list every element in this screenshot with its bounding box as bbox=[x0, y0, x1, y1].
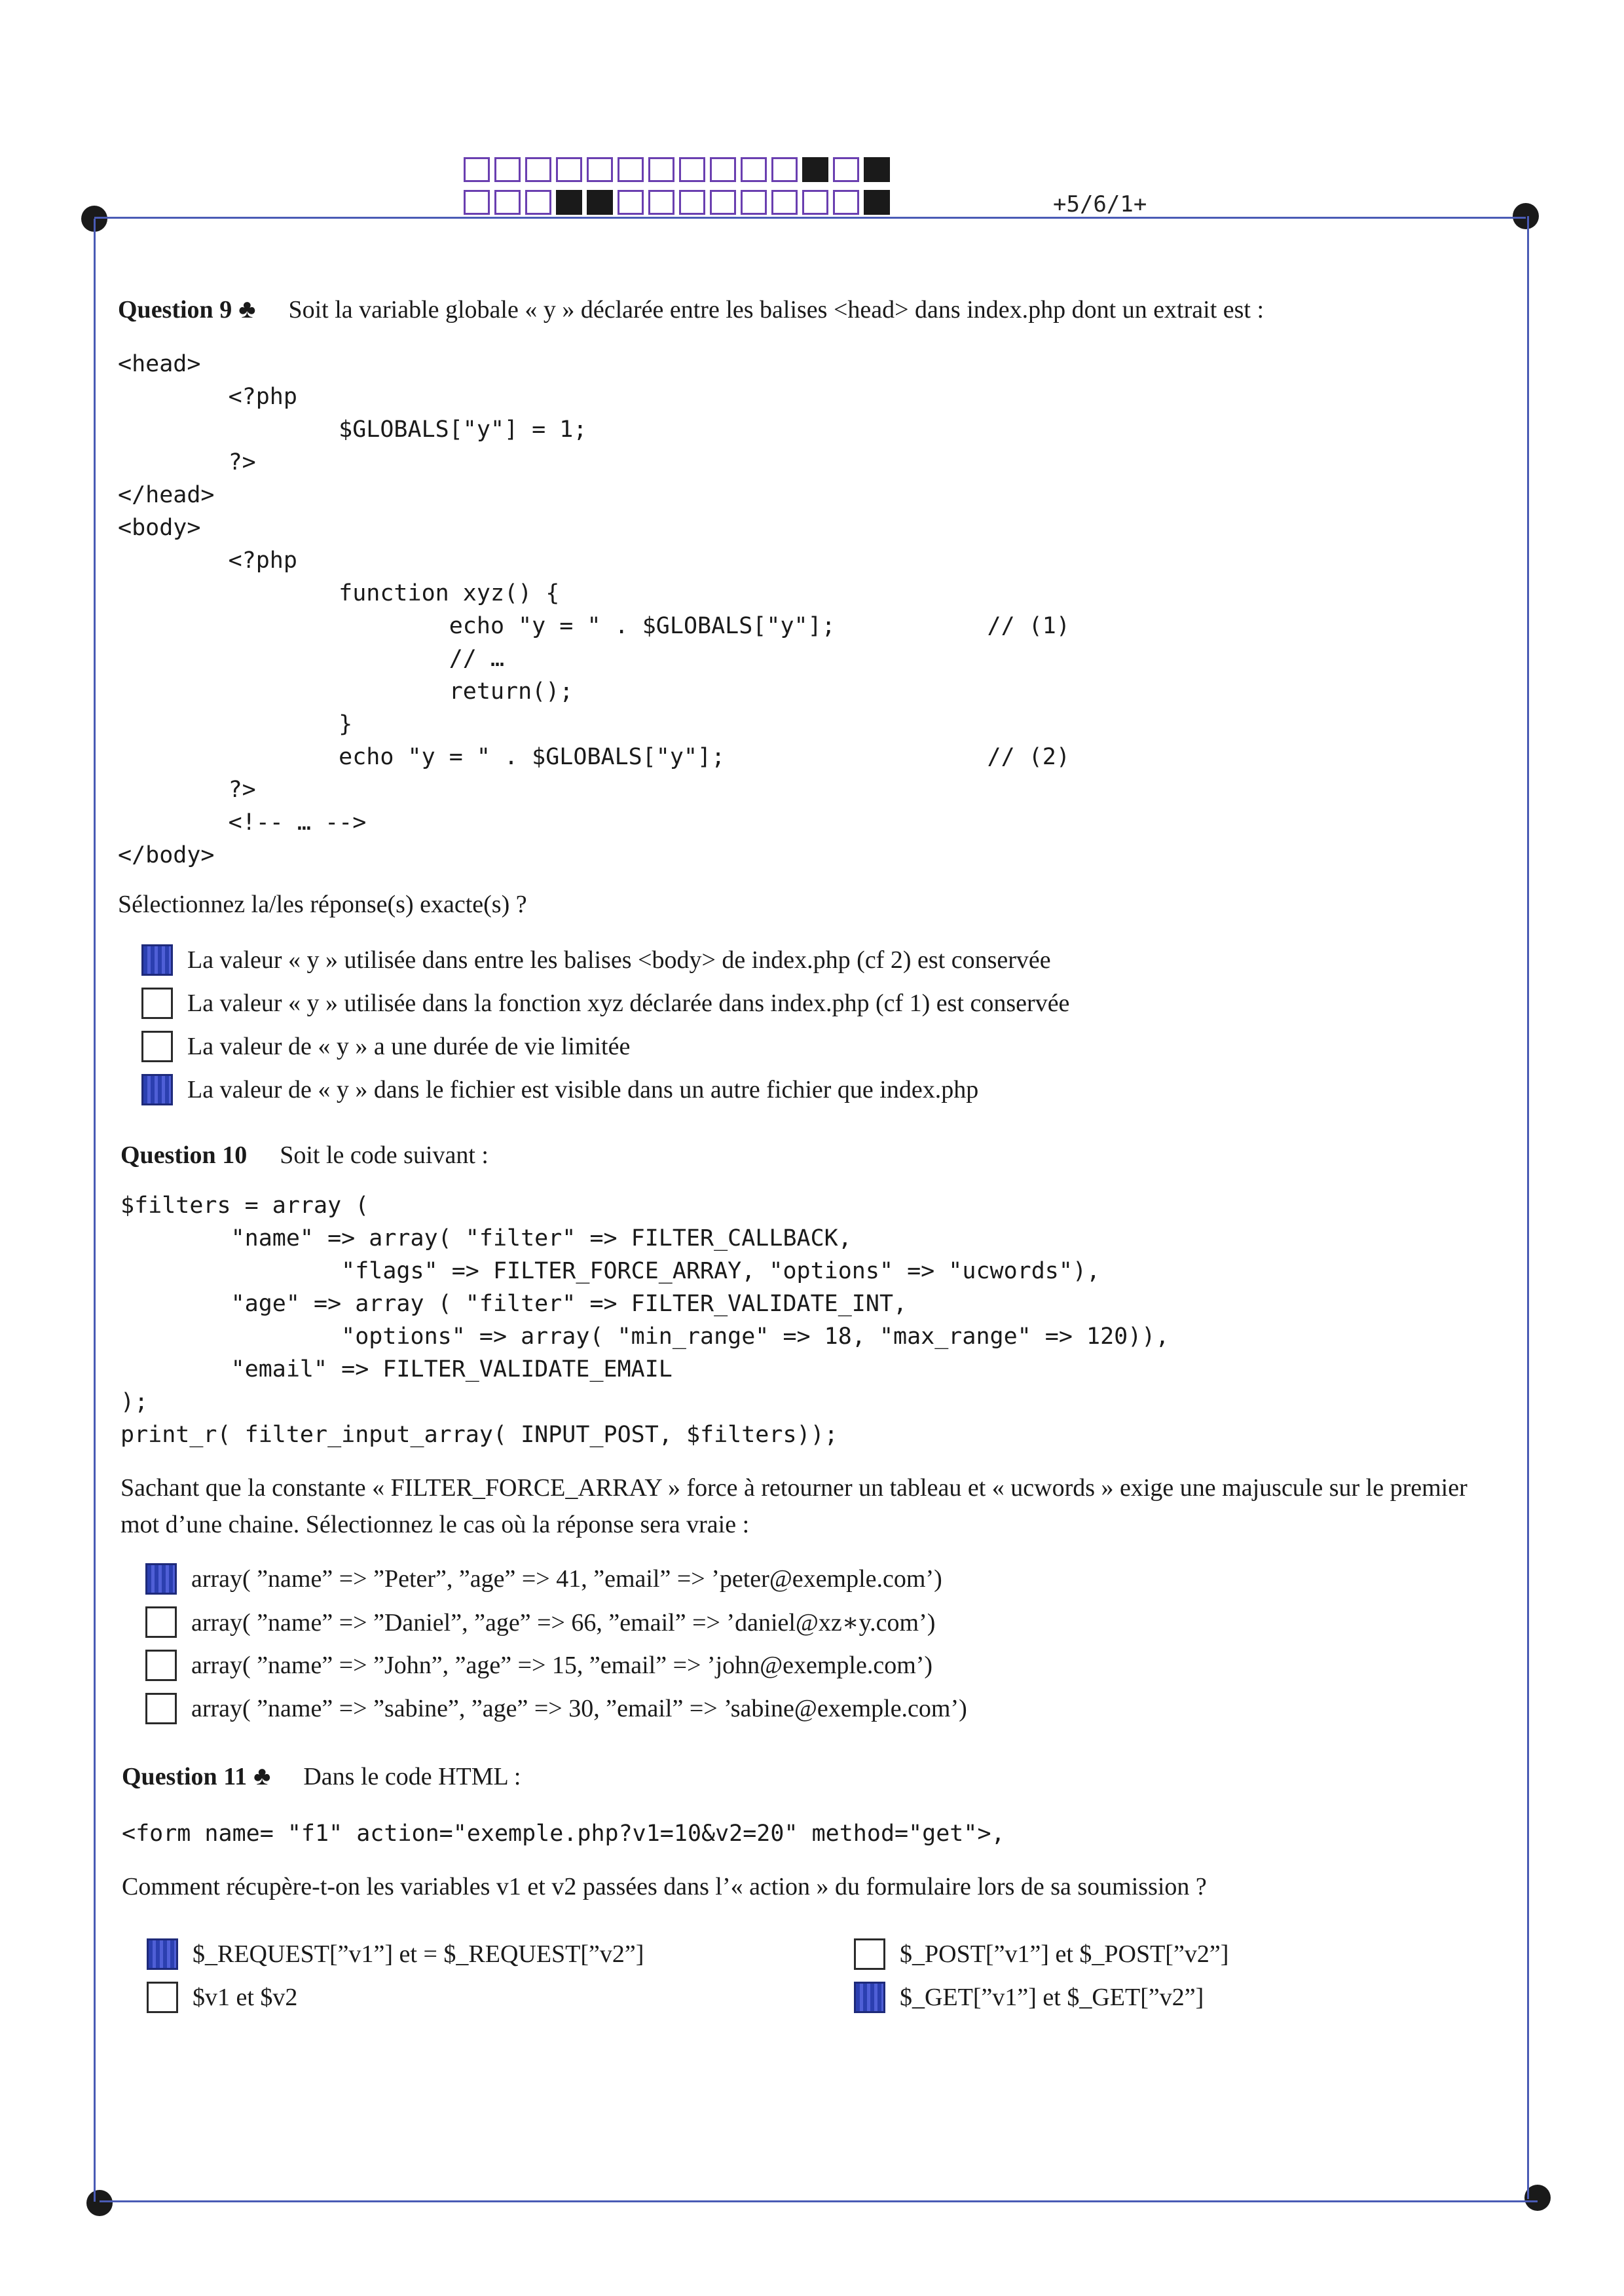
answer-option bbox=[854, 1933, 1312, 1976]
club-icon: ♣ bbox=[238, 294, 256, 324]
barcode-cell bbox=[556, 190, 582, 215]
barcode-row-bottom bbox=[464, 190, 895, 215]
question-9-code: <head> <?php $GLOBALS["y"] = 1; ?> </head> <body> <?php function xyz() { echo "y = " . $GLOBALS["y"]; // (1) // … return(); } echo "y = " . $GLOBALS["y"]; // (2) ?> <!-- … --> </body> bbox=[118, 351, 1070, 868]
barcode-cell bbox=[618, 190, 644, 215]
barcode-cell bbox=[864, 157, 890, 182]
answer-option bbox=[145, 1601, 1509, 1644]
barcode-cell bbox=[494, 157, 521, 182]
checked-checkbox[interactable] bbox=[147, 1938, 178, 1970]
question-9-header bbox=[118, 293, 1493, 324]
question-11 bbox=[122, 1760, 1497, 2019]
frame-left bbox=[94, 219, 96, 2202]
barcode-cell bbox=[771, 190, 798, 215]
question-11-code: <form name= "f1" action="exemple.php?v1=10&v2=20" method="get">, bbox=[122, 1821, 1005, 1847]
corner-mark-top-right bbox=[1513, 203, 1539, 229]
barcode-cell bbox=[464, 157, 490, 182]
checkbox[interactable] bbox=[141, 988, 173, 1019]
question-10-prompt: Sachant que la constante « FILTER_FORCE_ARRAY » force à retourner un tableau et « ucwords » exige une majuscule sur le premier mot d’une chaine. Sélectionnez le cas où la réponse sera vraie : bbox=[120, 1474, 1467, 1538]
frame-top bbox=[94, 217, 1526, 219]
checkbox[interactable] bbox=[145, 1650, 177, 1681]
answer-text: array( ”name” => ”Peter”, ”age” => 41, ”email” => ’peter@exemple.com’) bbox=[191, 1565, 942, 1593]
barcode-cell bbox=[525, 190, 551, 215]
barcode-cell bbox=[833, 190, 859, 215]
barcode-cell bbox=[525, 157, 551, 182]
answer-text: La valeur de « y » a une durée de vie limitée bbox=[187, 1033, 631, 1060]
answer-option bbox=[141, 1068, 1493, 1111]
question-11-label: Question 11 bbox=[122, 1763, 248, 1790]
barcode-cell bbox=[648, 190, 674, 215]
barcode-cell bbox=[556, 157, 582, 182]
barcode-cell bbox=[710, 190, 736, 215]
question-10-header bbox=[120, 1141, 1509, 1170]
question-11-prompt: Comment récupère-t-on les variables v1 et v2 passées dans l’« action » du formulaire lors de sa soumission ? bbox=[122, 1873, 1207, 1900]
barcode-cell bbox=[648, 157, 674, 182]
barcode-cell bbox=[802, 190, 828, 215]
barcode-cell bbox=[679, 157, 705, 182]
checkbox[interactable] bbox=[854, 1938, 885, 1970]
question-9-prompt: Sélectionnez la/les réponse(s) exacte(s) ? bbox=[118, 891, 527, 918]
checked-checkbox[interactable] bbox=[854, 1982, 885, 2013]
barcode-row-top bbox=[464, 157, 895, 182]
corner-mark-bottom-left bbox=[86, 2190, 113, 2216]
question-9-answers bbox=[141, 938, 1493, 1111]
checked-checkbox[interactable] bbox=[145, 1563, 177, 1595]
answer-text: array( ”name” => ”Daniel”, ”age” => 66, ”email” => ’daniel@xz∗y.com’) bbox=[191, 1608, 936, 1637]
club-icon: ♣ bbox=[253, 1761, 271, 1790]
answer-text: array( ”name” => ”John”, ”age” => 15, ”email” => ’john@exemple.com’) bbox=[191, 1652, 933, 1679]
question-11-answers bbox=[147, 1933, 1497, 2019]
answer-option bbox=[141, 982, 1493, 1025]
answer-option bbox=[145, 1557, 1509, 1601]
answer-text: $v1 et $v2 bbox=[193, 1984, 298, 2011]
checkbox[interactable] bbox=[145, 1693, 177, 1724]
question-9 bbox=[118, 293, 1493, 1111]
question-11-header bbox=[122, 1760, 1497, 1791]
question-9-intro: Soit la variable globale « y » déclarée entre les balises <head> dans index.php dont un extrait est : bbox=[288, 296, 1264, 324]
barcode-cell bbox=[679, 190, 705, 215]
barcode-cell bbox=[864, 190, 890, 215]
barcode-cell bbox=[833, 157, 859, 182]
barcode-cell bbox=[741, 157, 767, 182]
checkbox[interactable] bbox=[147, 1982, 178, 2013]
frame-right bbox=[1527, 216, 1529, 2199]
answer-text: $_POST[”v1”] et $_POST[”v2”] bbox=[900, 1940, 1229, 1968]
answer-text: $_REQUEST[”v1”] et = $_REQUEST[”v2”] bbox=[193, 1940, 644, 1968]
answer-text: La valeur de « y » dans le fichier est visible dans un autre fichier que index.php bbox=[187, 1076, 979, 1103]
barcode-cell bbox=[618, 157, 644, 182]
barcode-cell bbox=[741, 190, 767, 215]
checkbox[interactable] bbox=[141, 1031, 173, 1062]
answer-text: La valeur « y » utilisée dans entre les balises <body> de index.php (cf 2) est conservée bbox=[187, 946, 1051, 974]
question-11-intro: Dans le code HTML : bbox=[303, 1763, 521, 1790]
checkbox[interactable] bbox=[145, 1606, 177, 1638]
checked-checkbox[interactable] bbox=[141, 944, 173, 976]
answer-option bbox=[147, 1976, 854, 2019]
answer-text: La valeur « y » utilisée dans la fonction xyz déclarée dans index.php (cf 1) est conservée bbox=[187, 990, 1070, 1017]
question-10-answers bbox=[145, 1557, 1509, 1730]
answer-option bbox=[145, 1644, 1509, 1687]
checked-checkbox[interactable] bbox=[141, 1074, 173, 1105]
barcode-cell bbox=[710, 157, 736, 182]
answer-option bbox=[147, 1933, 854, 1976]
answer-text: $_GET[”v1”] et $_GET[”v2”] bbox=[900, 1984, 1204, 2011]
barcode-cell bbox=[802, 157, 828, 182]
question-10 bbox=[120, 1141, 1509, 1730]
barcode-cell bbox=[494, 190, 521, 215]
question-10-intro: Soit le code suivant : bbox=[280, 1141, 489, 1169]
answer-option bbox=[145, 1687, 1509, 1730]
barcode-cell bbox=[587, 157, 613, 182]
answer-option bbox=[141, 938, 1493, 982]
barcode-cell bbox=[771, 157, 798, 182]
page-id: +5/6/1+ bbox=[1053, 191, 1147, 217]
question-10-code: $filters = array ( "name" => array( "filter" => FILTER_CALLBACK, "flags" => FILTER_FORCE_ARRAY, "options" => "ucwords"), "age" => array ( "filter" => FILTER_VALIDATE_INT, "options" => array( "min_range" => 18, "max_range" => 120)), "email" => FILTER_VALIDATE_EMAIL ); print_r( filter_input_array( INPUT_POST, $filters)); bbox=[120, 1193, 1170, 1448]
barcode-cell bbox=[464, 190, 490, 215]
barcode-cell bbox=[587, 190, 613, 215]
answer-option bbox=[141, 1025, 1493, 1068]
question-10-label: Question 10 bbox=[120, 1141, 248, 1169]
frame-bottom bbox=[100, 2200, 1538, 2202]
question-9-label: Question 9 bbox=[118, 296, 232, 324]
answer-option bbox=[854, 1976, 1312, 2019]
answer-text: array( ”name” => ”sabine”, ”age” => 30, ”email” => ’sabine@exemple.com’) bbox=[191, 1695, 967, 1722]
